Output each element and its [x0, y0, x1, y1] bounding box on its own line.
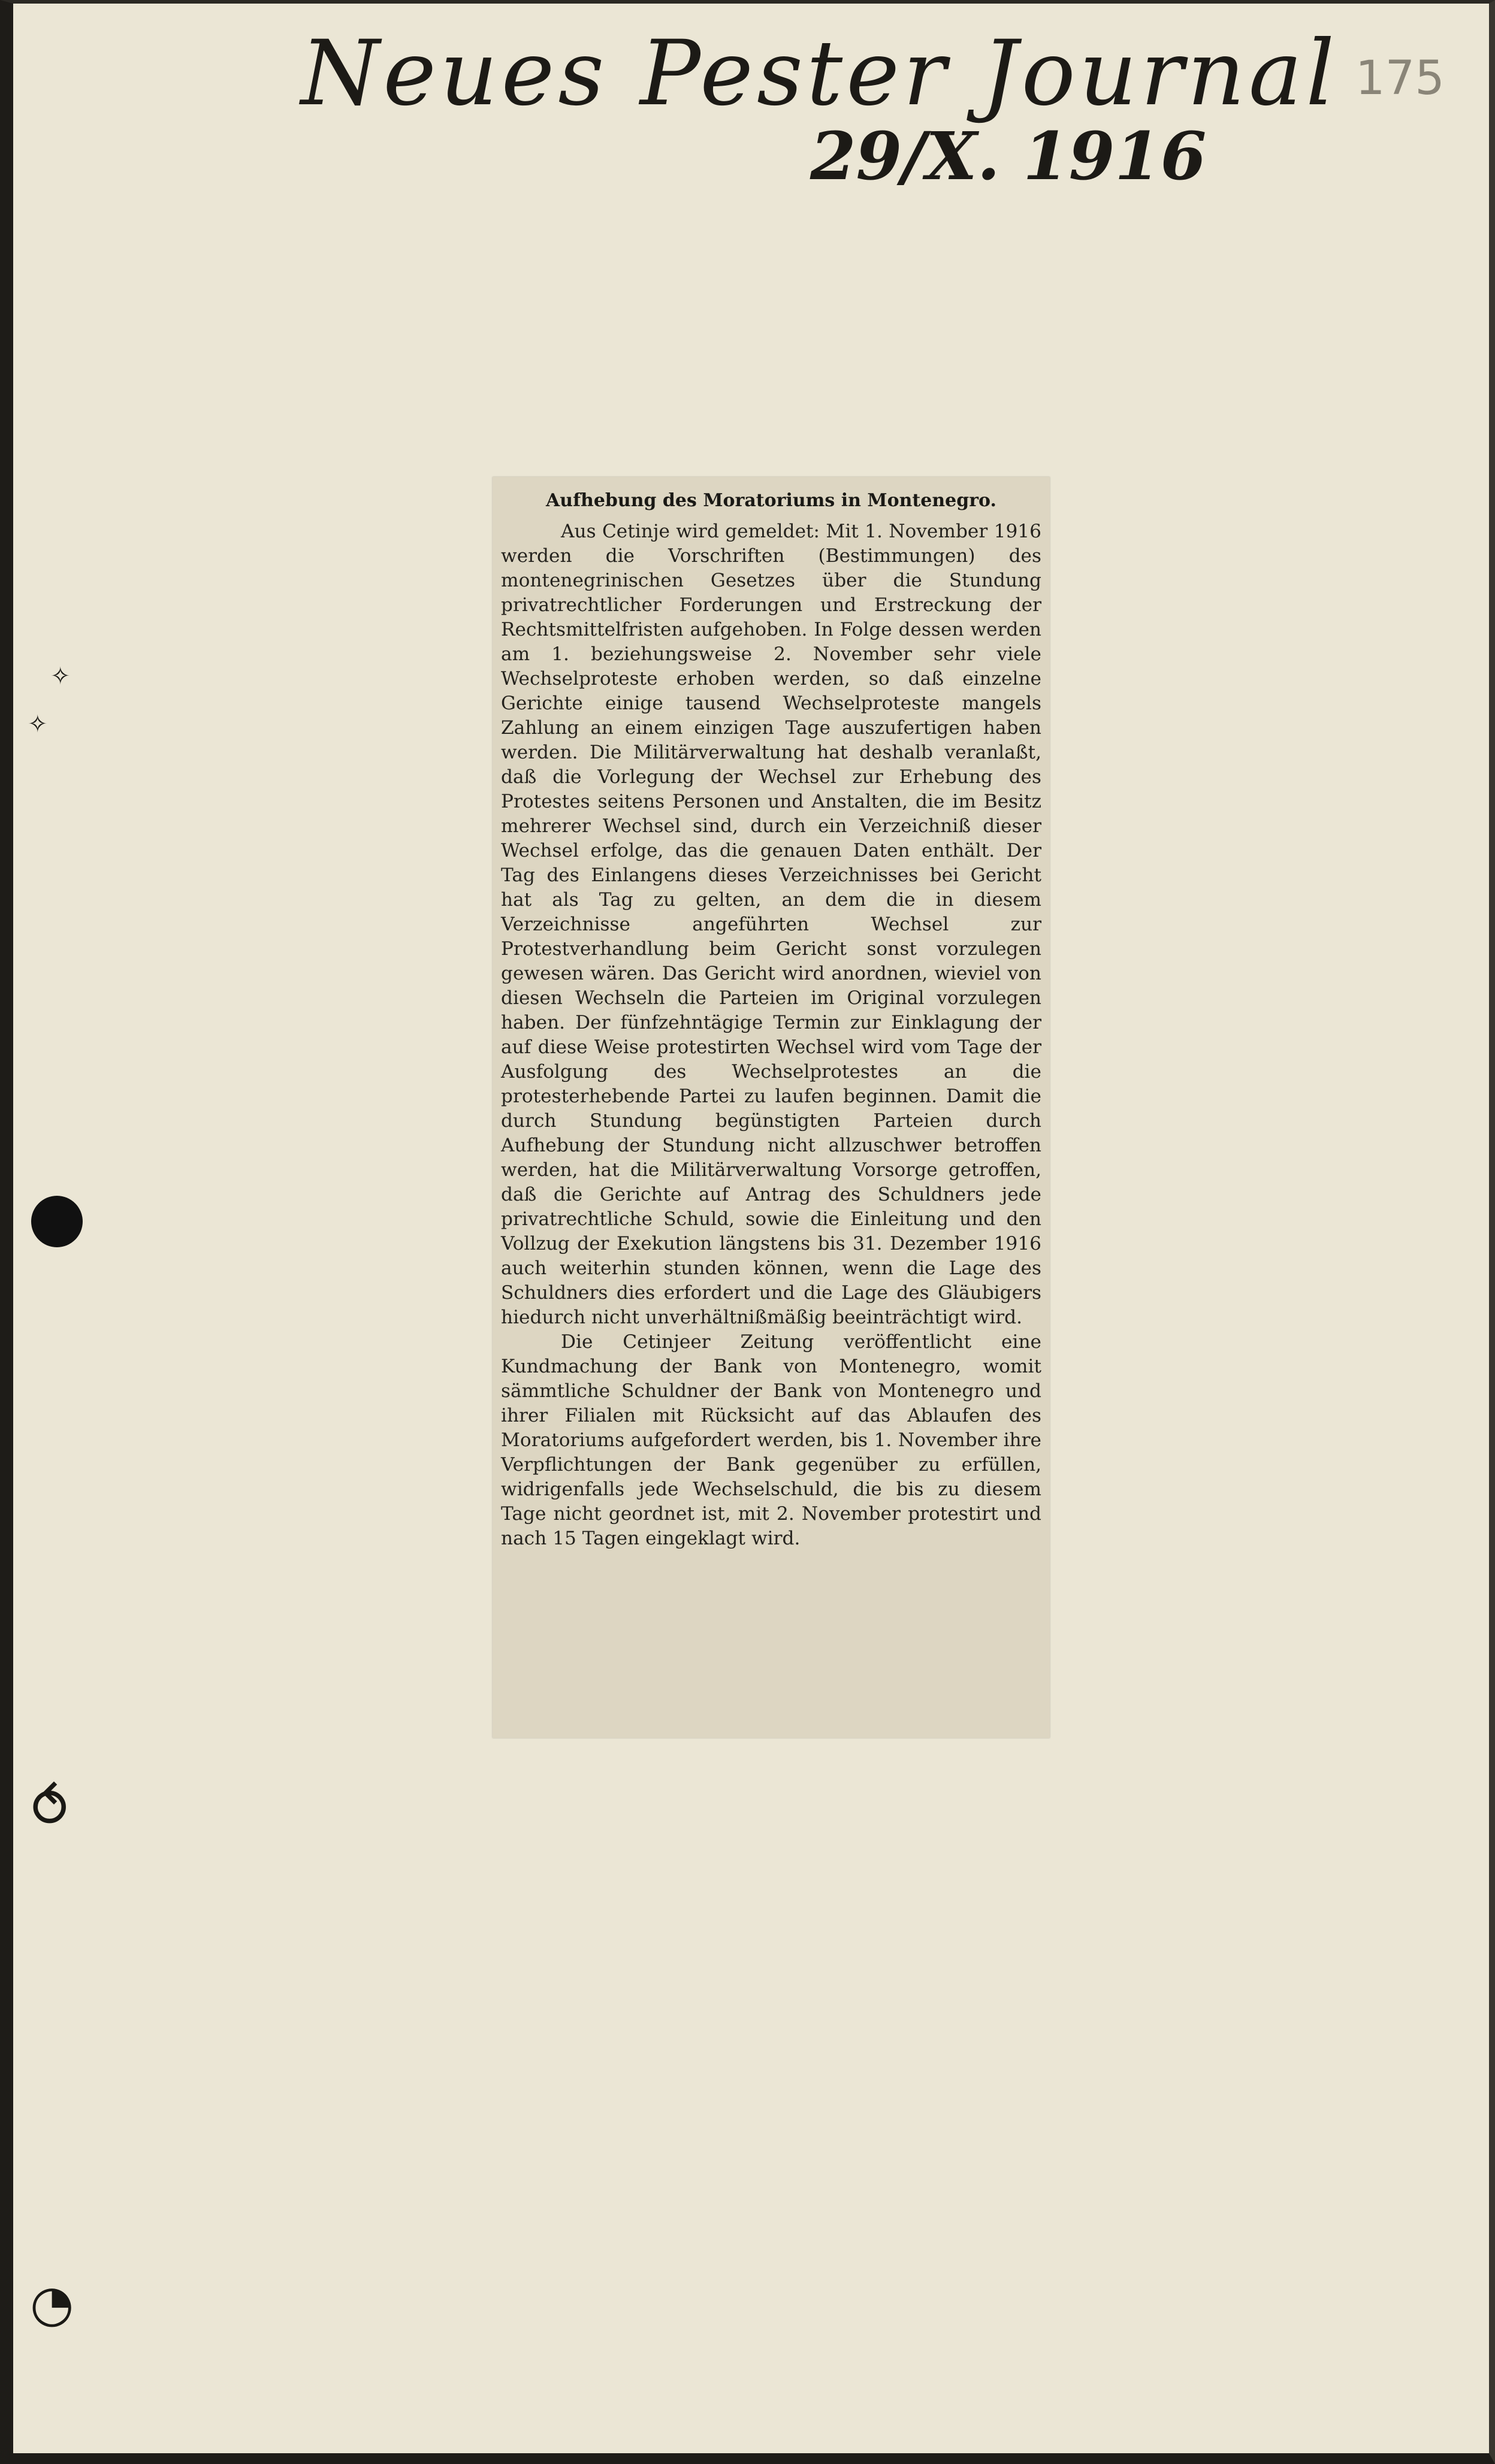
- clipping-paragraph-1: Aus Cetinje wird gemeldet: Mit 1. November 1916 werden die Vorschriften (Bestimmungen) des montenegrinischen Gesetzes über die Stundung privatrechtlicher Forderungen und Erstreckung der Rechtsmittelfristen aufgehoben. In Folge dessen werden am 1. beziehungsweise 2. November sehr viele Wechselproteste erhoben werden, so daß einzelne Gerichte einige tausend Wechselproteste mangels Zahlung an einem einzigen Tage auszufertigen haben werden. Die Militärverwaltung hat deshalb veranlaßt, daß die Vorlegung der Wechsel zur Erhebung des Protestes seitens Personen und Anstalten, die im Besitz mehrerer Wechsel sind, durch ein Verzeichniß dieser Wechsel erfolge, das die genauen Daten enthält. Der Tag des Einlangens dieses Verzeichnisses bei Gericht hat als Tag zu gelten, an dem die in diesem Verzeichnisse angeführten Wechsel zur Protestverhandlung beim Gericht sonst vorzulegen gewesen wären. Das Gericht wird anordnen, wieviel von diesen Wechseln die Parteien im Original vorzulegen haben. Der fünfzehntägige Termin zur Einklagung der auf diese Weise protestirten Wechsel wird vom Tage der Ausfolgung des Wechselprotestes an die protesterhebende Partei zu laufen beginnen. Damit die durch Stundung begünstigten Parteien durch Aufhebung der Stundung nicht allzuschwer betroffen werden, hat die Militärverwaltung Vorsorge getroffen, daß die Gerichte auf Antrag des Schuldners jede privatrechtliche Schuld, sowie die Einleitung und den Vollzug der Exekution längstens bis 31. Dezember 1916 auch weiterhin stunden können, wenn die Lage des Schuldners dies erfordert und die Lage des Gläubigers hiedurch nicht unverhältnißmäßig beeinträchtigt wird.: [501, 521, 1041, 1328]
- handwritten-date: 29/X. 1916: [810, 117, 1207, 195]
- handwritten-newspaper-title: Neues Pester Journal: [301, 22, 1339, 126]
- binding-hole-mark-icon: ⥀: [31, 1777, 68, 1840]
- binding-hole-mark-icon: ◔: [30, 2274, 74, 2333]
- pencil-page-number: 175: [1355, 52, 1445, 105]
- clipping-paragraph-2: Die Cetinjeer Zeitung veröffentlicht eine Kundmachung der Bank von Montenegro, womit sämmtliche Schuldner der Bank von Montenegro und ihrer Filialen mit Rücksicht auf das Ablaufen des Moratoriums aufgefordert werden, bis 1. November ihre Verpflichtungen der Bank gegenüber zu erfüllen, widrigenfalls jede Wechselschuld, die bis zu diesem Tage nicht geordnet ist, mit 2. November protestirt und nach 15 Tagen eingeklagt wird.: [501, 1331, 1041, 1549]
- newspaper-clipping: [493, 477, 1050, 1738]
- clipping-headline: Aufhebung des Moratoriums in Montenegro.: [546, 490, 996, 511]
- punch-hole-icon: [31, 1196, 83, 1247]
- ink-spot-icon: ✧: [28, 711, 48, 738]
- ink-spot-icon: ✧: [50, 663, 71, 690]
